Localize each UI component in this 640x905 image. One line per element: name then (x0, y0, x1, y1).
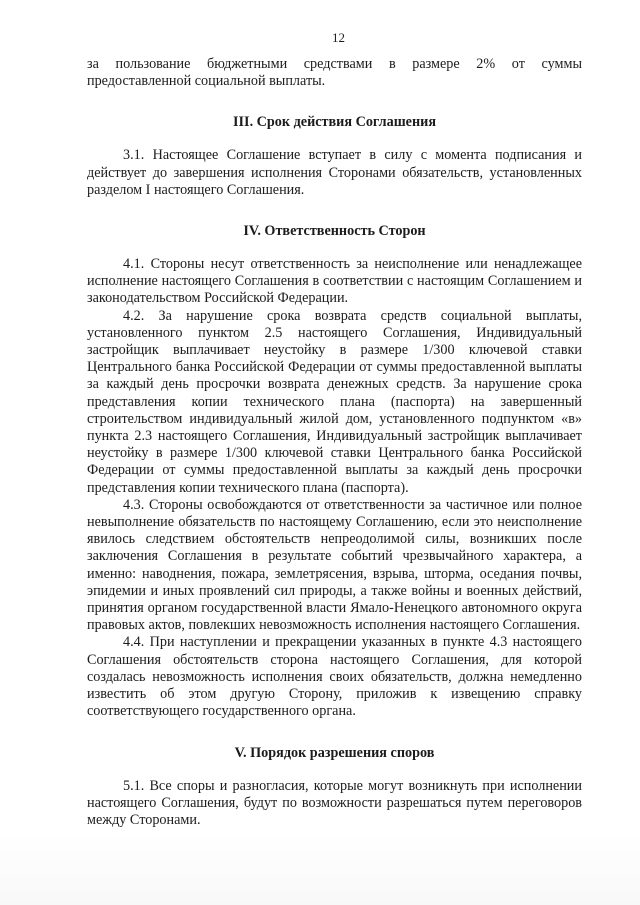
section-heading-term: III. Срок действия Соглашения (233, 114, 436, 131)
section-heading-disputes: V. Порядок разрешения споров (234, 744, 435, 761)
paragraph-5-1: 5.1. Все споры и разногласия, которые могут возникнуть при исполнении настоящего Соглашения, будут по возможности разрешаться путем переговоров между Сторонами. (87, 777, 582, 828)
scan-shadow (0, 835, 640, 905)
paragraph-3-1: 3.1. Настоящее Соглашение вступает в силу с момента подписания и действует до завершения исполнения Сторонами обязательств, установленных разделом I настоящего Соглашения. (87, 147, 582, 198)
paragraph-4-1: 4.1. Стороны несут ответственность за неисполнение или ненадлежащее исполнение настоящего Соглашения в соответствии с настоящим Соглашением и законодательством Российской Федерации. (87, 256, 582, 307)
paragraph-4-2: 4.2. За нарушение срока возврата средств социальной выплаты, установленного пунктом 2.5 настоящего Соглашения, Индивидуальный застройщик выплачивает неустойку в размере 1/300 ключевой ставки Центрального банка Российской Федерации от суммы предоставленной выплаты за каждый день просрочки возврата денежных средств. За нарушение срока представления копии технического плана (паспорта) на завершенный строительством индивидуальный жилой дом, установленного подпунктом «в» пункта 2.3 настоящего Соглашения, Индивидуальный застройщик выплачивает неустойку в размере 1/300 ключевой ставки Центрального банка Российской Федерации от суммы предоставленной выплаты за каждый день просрочки представления копии технического плана (паспорта). (87, 307, 582, 496)
paragraph-4-4: 4.4. При наступлении и прекращении указанных в пункте 4.3 настоящего Соглашения обстоятельств сторона настоящего Соглашения, для которой создалась невозможность исполнения своих обязательств, должна немедленно известить об этом другую Сторону, приложив к извещению справку соответствующего государственного органа. (87, 634, 582, 720)
paragraph-4-3: 4.3. Стороны освобождаются от ответственности за частичное или полное невыполнение обязательств по настоящему Соглашению, если это неисполнение явилось следствием обстоятельств непреодолимой силы, возникших после заключения Соглашения в результате событий чрезвычайного характера, а именно: наводнения, пожара, землетрясения, взрыва, шторма, оседания почвы, эпидемии и иных проявлений сил природы, а также войны и военных действий, принятия органом государственной власти Ямало-Ненецкого автономного округа правовых актов, повлекших невозможность исполнения настоящего Соглашения. (87, 496, 582, 634)
page-number: 12 (332, 30, 345, 45)
intro-paragraph: за пользование бюджетными средствами в размере 2% от суммы предоставленной социальной выплаты. (87, 56, 582, 90)
section-heading-liability: IV. Ответственность Сторон (243, 223, 426, 240)
